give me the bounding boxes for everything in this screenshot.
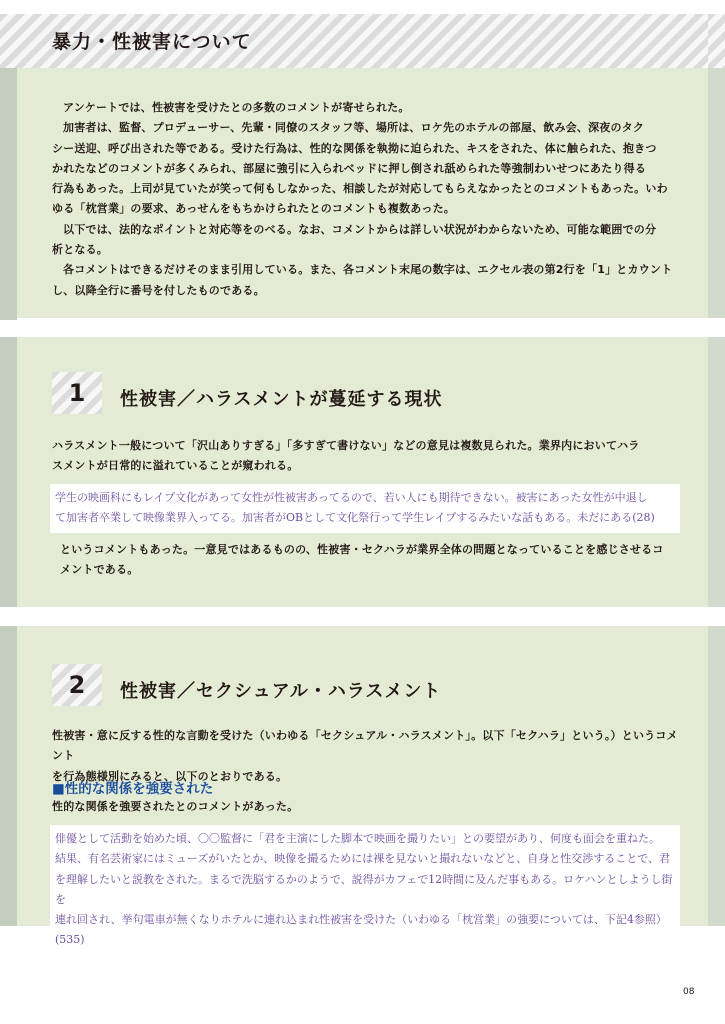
right-side-strip (708, 626, 725, 926)
intro-text (52, 98, 682, 301)
section-heading: 性被害／セクシュアル・ハラスメント (120, 681, 442, 702)
intro-line: 各コメントはできるだけそのまま引用している。また、各コメント末尾の数字は、エクセル表の第2行を「1」とカウント (63, 263, 673, 277)
quote-line: 俳優として活動を始めた頃、〇〇監督に「君を主演にした脚本で映画を撮りたい」との要望があり、何度も面会を重ねた。 (55, 832, 660, 845)
left-side-strip (0, 626, 17, 926)
subheading: ■性的な関係を強要された (52, 781, 214, 797)
section-heading: 性被害／ハラスメントが蔓延する現状 (120, 389, 443, 410)
intro-line: ゆる「枕営業」の要求、あっせんをもちかけられたとのコメントも複数あった。 (52, 202, 455, 216)
section-number-badge (52, 372, 102, 414)
subheading-text: 性的な関係を強要されたとのコメントがあった。 (52, 800, 299, 813)
quote-line: て加害者卒業して映像業界入ってる。加害者がOBとして文化祭行って学生レイプするみたいな話もある。未だにある(28) (55, 511, 655, 525)
page-number: 08 (683, 987, 695, 997)
intro-line: かれたなどのコメントが多くみられ、部屋に強引に入られベッドに押し倒され舐められた等強制わいせつにあたり得る (52, 161, 647, 175)
intro-line: 以下では、法的なポイントと対応等をのべる。なお、コメントからは詳しい状況がわからないため、可能な範囲での分 (63, 222, 657, 236)
header-corner (708, 14, 725, 68)
body-line: スメントが日常的に溢れていることが窺われる。 (52, 459, 299, 473)
section1-after-text (60, 540, 690, 581)
section-header (0, 14, 708, 68)
quote-line: 連れ回され、挙句電車が無くなりホテルに連れ込まれ性被害を受けた（いわゆる「枕営業」の強要については、下記4参照）(535) (55, 913, 667, 947)
page-title: 暴力・性被害について (52, 31, 252, 53)
quote-line: 学生の映画科にもレイプ文化があって女性が性被害あってるので、若い人にも期待できない。被害にあった女性が中退し (55, 491, 648, 504)
body-line: ハラスメント一般について「沢山ありすぎる」「多すぎて書けない」などの意見は複数見られた。業界内においてハラ (52, 439, 640, 452)
intro-line: アンケートでは、性被害を受けたとの多数のコメントが寄せられた。 (63, 101, 410, 114)
quote-line: を理解したいと説教をされた。まるで洗脳するかのようで、説得がカフェで12時間に及んだ事もある。ロケハンとしようし街を (55, 872, 673, 906)
intro-line: 析となる。 (52, 243, 108, 257)
intro-line: 行為もあった。上司が見ていたが笑って何もしなかった、相談したが対応してもらえなかったとのコメントもあった。いわ (52, 182, 668, 196)
comment-quote (50, 825, 680, 955)
section-number: 1 (68, 379, 86, 407)
quote-line: 結果、有名芸術家にはミューズがいたとか、映像を撮るためには裸を見ないと撮れないなどと、自身と性交渉することで、君 (55, 852, 671, 866)
comment-quote (50, 484, 680, 533)
body-line: 性被害・意に反する性的な言動を受けた（いわゆる「セクシュアル・ハラスメント」。以下「セクハラ」という。）というコメント (52, 729, 678, 763)
body-line: メントである。 (60, 563, 139, 577)
intro-line: シー送迎、呼び出された等である。受けた行為は、性的な関係を執拗に迫られた、キスをされた、体に触られた、抱きつ (52, 141, 657, 155)
right-side-strip (708, 68, 725, 318)
body-line: を行為態様別にみると、以下のとおりである。 (52, 769, 288, 783)
section1-body (52, 436, 682, 477)
section-number: 2 (68, 671, 86, 699)
right-side-strip (708, 337, 725, 607)
body-line: というコメントもあった。一意見ではあるものの、性被害・セクハラが業界全体の問題となっていることを感じさせるコ (60, 543, 664, 556)
intro-line: し、以降全行に番号を付したものである。 (52, 283, 265, 297)
intro-line: 加害者は、監督、プロデューサー、先輩・同僚のスタッフ等、場所は、ロケ先のホテルの部屋、飲み会、深夜のタク (63, 121, 645, 135)
left-side-strip (0, 337, 17, 607)
section-number-badge (52, 664, 102, 706)
